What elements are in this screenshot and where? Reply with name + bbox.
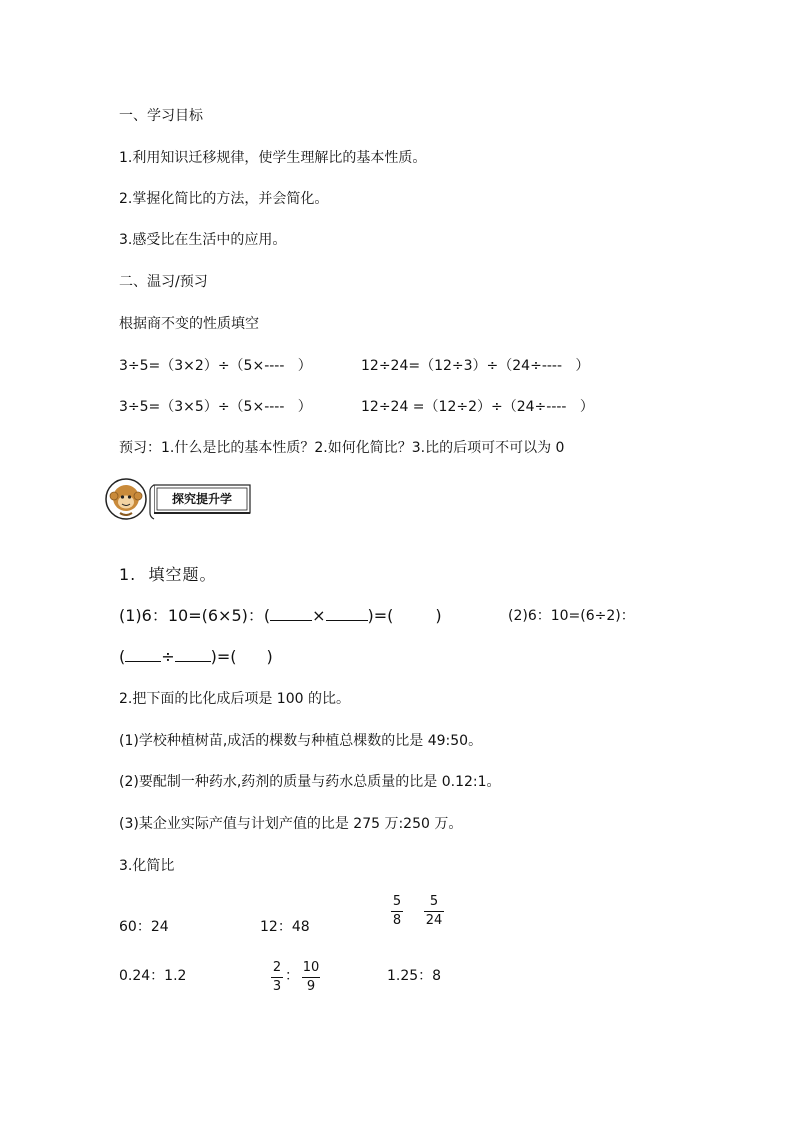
exercise2-item-2: (2)要配制一种药水,药剂的质量与药水总质量的比是 0.12:1。: [119, 774, 501, 790]
ratio-r2c3: 1.25：8: [387, 968, 442, 984]
fraction-r2c2-a: [271, 960, 283, 995]
review-row2-right: 12÷24 =（12÷2）÷（24÷---- ）: [361, 399, 594, 415]
banner-title: 探究提升学: [171, 492, 233, 506]
q2-open: (: [119, 647, 126, 666]
blank-4[interactable]: [175, 647, 211, 662]
ratio-r2c1: 0.24：1.2: [119, 968, 187, 984]
goal-item-3: 3.感受比在生活中的应用。: [119, 232, 287, 248]
q2-mid: )=(: [210, 647, 237, 666]
section-heading-review: 二、温习/预习: [119, 274, 208, 290]
exercise1-q1: [119, 606, 442, 626]
goal-item-2: 2.掌握化简比的方法，并会简化。: [119, 191, 329, 207]
fraction-r1c3-b: [424, 894, 444, 929]
q2-end: ): [266, 647, 273, 666]
fraction-denominator: 8: [392, 913, 402, 928]
review-row1-right: 12÷24=（12÷3）÷（24÷---- ）: [361, 358, 590, 374]
review-instruction: 根据商不变的性质填空: [119, 316, 259, 332]
fraction-numerator: 10: [302, 960, 320, 975]
goal-item-1: 1.利用知识迁移规律，使学生理解比的基本性质。: [119, 150, 427, 166]
blank-2[interactable]: [326, 606, 368, 621]
fraction-numerator: 5: [429, 894, 439, 909]
q1-mid: )=(: [367, 606, 394, 625]
section-heading-goals: 一、学习目标: [119, 108, 203, 124]
q2-divide: ÷: [161, 647, 175, 666]
fraction-numerator: 2: [272, 960, 282, 975]
section-banner: [104, 477, 254, 521]
ratio-r1c1: 60：24: [119, 919, 169, 935]
fraction-denominator: 24: [425, 913, 443, 928]
fraction-denominator: 3: [272, 979, 282, 994]
review-row1-left: 3÷5=（3×2）÷（5×---- ）: [119, 358, 312, 374]
fraction-numerator: 5: [392, 894, 402, 909]
monkey-icon: [106, 479, 146, 519]
exercise1-q2-start: (2)6：10=(6÷2)：: [508, 608, 635, 624]
fraction-r2c2-b: [302, 960, 320, 995]
fraction-r1c3-a: [391, 894, 403, 929]
preview-questions: 预习：1.什么是比的基本性质？2.如何化简比？3.比的后项可不可以为 0: [119, 440, 565, 456]
ratio-colon: ：: [285, 968, 299, 984]
exercise2-item-1: (1)学校种植树苗,成活的棵数与种植总棵数的比是 49:50。: [119, 733, 483, 749]
exercise3-title: 3.化简比: [119, 858, 175, 874]
blank-1[interactable]: [270, 606, 312, 621]
review-row2-left: 3÷5=（3×5）÷（5×---- ）: [119, 399, 312, 415]
exercise1-title: 1. 填空题。: [119, 565, 217, 584]
fraction-denominator: 9: [306, 979, 316, 994]
q1-end: ): [435, 606, 442, 625]
q1-prefix: (1)6：10=(6×5)：(: [119, 606, 271, 625]
exercise2-title: 2.把下面的比化成后项是 100 的比。: [119, 691, 350, 707]
exercise2-item-3: (3)某企业实际产值与计划产值的比是 275 万:250 万。: [119, 816, 463, 832]
q1-times: ×: [312, 606, 326, 625]
ratio-r1c2: 12：48: [260, 919, 310, 935]
blank-3[interactable]: [125, 647, 161, 662]
exercise1-q2-line2: [119, 647, 273, 667]
